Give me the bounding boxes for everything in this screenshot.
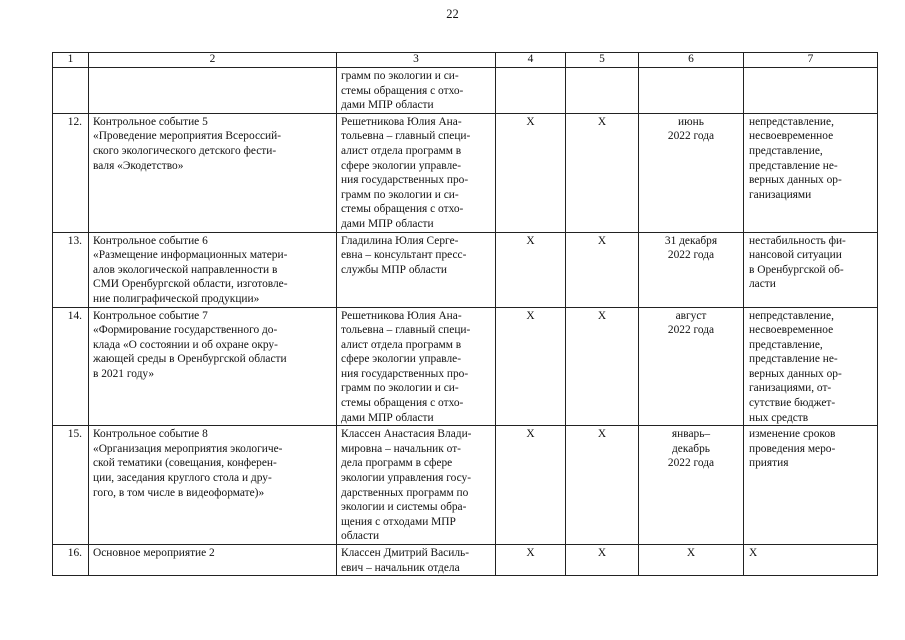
responsible-line: стемы обращения с отхо- — [341, 203, 464, 216]
column-5-cell: X — [566, 426, 639, 545]
responsible-line: стемы обращения с отхо- — [341, 84, 464, 97]
event-name-line: Контрольное событие 7 — [93, 309, 208, 322]
table-row — [53, 113, 878, 232]
event-name-line: алов экологической направленности в — [93, 263, 278, 276]
term-cell — [639, 68, 744, 114]
risk-line: ганизациями, от- — [749, 382, 832, 395]
responsible-line: Решетникова Юлия Ана- — [341, 115, 462, 128]
header-cell: 6 — [639, 53, 744, 68]
responsible-line: области — [341, 530, 380, 543]
risk-line: непредставление, — [749, 309, 834, 322]
event-name-cell — [89, 545, 337, 576]
event-name-line: ского экологического детского фести- — [93, 144, 277, 157]
event-name-line: жающей среды в Оренбургской области — [93, 353, 287, 366]
risk-line: X — [749, 547, 758, 559]
responsible-line: экологии управления госу- — [341, 472, 472, 485]
term-line: июнь — [678, 115, 704, 128]
table-row — [53, 68, 878, 114]
column-4-cell: X — [496, 545, 566, 576]
responsible-line: Классен Анастасия Влади- — [341, 428, 472, 441]
responsible-cell — [337, 307, 496, 426]
event-name-line: «Проведение мероприятия Всероссий- — [93, 130, 282, 143]
row-number-cell — [53, 68, 89, 114]
event-name-line: валя «Экодетство» — [93, 159, 184, 172]
event-name-line: СМИ Оренбургской области, изготовле- — [93, 278, 288, 291]
row-number-cell: 14. — [53, 307, 89, 426]
responsible-line: ния государственных про- — [341, 174, 469, 187]
header-cell: 1 — [53, 53, 89, 68]
event-name-cell — [89, 426, 337, 545]
risk-line: нансовой ситуации — [749, 249, 842, 262]
risk-line: несвоевременное — [749, 130, 834, 143]
event-name-line: гого, в том числе в видеоформате)» — [93, 486, 265, 499]
responsible-line: дела программ в сфере — [341, 457, 453, 470]
row-number-cell: 12. — [53, 113, 89, 232]
responsible-line: дарственных программ по — [341, 486, 469, 499]
event-name-line: ние полиграфической продукции» — [93, 292, 260, 305]
term-line: 31 декабря — [664, 234, 718, 247]
column-4-cell — [496, 68, 566, 114]
column-4-cell: X — [496, 307, 566, 426]
table-header-row — [53, 53, 878, 68]
header-cell: 5 — [566, 53, 639, 68]
responsible-line: евич – начальник отдела — [341, 561, 460, 574]
risk-cell — [744, 307, 878, 426]
table-row — [53, 232, 878, 307]
header-cell: 7 — [744, 53, 878, 68]
responsible-line: ния государственных про- — [341, 367, 469, 380]
responsible-line: щения с отходами МПР — [341, 515, 456, 528]
responsible-line: Классен Дмитрий Василь- — [341, 547, 469, 559]
responsible-cell — [337, 68, 496, 114]
risk-line: в Оренбургской об- — [749, 263, 844, 276]
term-cell — [639, 113, 744, 232]
term-line: 2022 года — [667, 249, 715, 262]
risk-line: ганизациями — [749, 188, 812, 201]
risk-cell — [744, 232, 878, 307]
responsible-line: сфере экологии управле- — [341, 353, 462, 366]
responsible-line: алист отдела программ в — [341, 338, 462, 351]
row-number-cell: 13. — [53, 232, 89, 307]
risk-line: представление, — [749, 338, 823, 351]
event-name-line: «Организация мероприятия экологиче- — [93, 442, 283, 455]
document-table — [52, 52, 878, 576]
column-4-cell: X — [496, 113, 566, 232]
responsible-line: экологии и системы обра- — [341, 501, 467, 514]
table-row — [53, 307, 878, 426]
term-line: 2022 года — [667, 457, 715, 470]
event-name-cell — [89, 113, 337, 232]
responsible-cell — [337, 426, 496, 545]
responsible-line: стемы обращения с отхо- — [341, 397, 464, 410]
risk-line: изменение сроков — [749, 428, 836, 441]
event-name-line: Контрольное событие 5 — [93, 115, 208, 128]
responsible-line: грамм по экологии и си- — [341, 70, 459, 82]
term-line: январь– — [671, 428, 711, 441]
event-name-cell — [89, 68, 337, 114]
term-cell — [639, 545, 744, 576]
table-row — [53, 426, 878, 545]
responsible-line: грамм по экологии и си- — [341, 188, 459, 201]
event-name-line: в 2021 году» — [93, 367, 155, 380]
event-name-cell — [89, 232, 337, 307]
responsible-line: Решетникова Юлия Ана- — [341, 309, 462, 322]
responsible-line: тольевна – главный специ- — [341, 130, 471, 143]
responsible-line: сфере экологии управле- — [341, 159, 462, 172]
event-name-line: Контрольное событие 6 — [93, 234, 208, 247]
event-name-line: ской тематики (совещания, конферен- — [93, 457, 277, 470]
responsible-line: евна – консультант пресс- — [341, 249, 467, 262]
risk-cell — [744, 426, 878, 545]
responsible-cell — [337, 545, 496, 576]
term-cell — [639, 307, 744, 426]
responsible-line: тольевна – главный специ- — [341, 324, 471, 337]
term-line: 2022 года — [667, 324, 715, 337]
risk-line: представление не- — [749, 353, 838, 366]
term-cell — [639, 232, 744, 307]
term-cell — [639, 426, 744, 545]
row-number-cell: 15. — [53, 426, 89, 545]
risk-cell — [744, 68, 878, 114]
risk-line: приятия — [749, 457, 789, 470]
event-name-line: ции, заседания круглого стола и дру- — [93, 472, 272, 485]
responsible-line: службы МПР области — [341, 263, 447, 276]
column-5-cell — [566, 68, 639, 114]
risk-line: ласти — [749, 278, 776, 291]
risk-cell — [744, 113, 878, 232]
responsible-line: грамм по экологии и си- — [341, 382, 459, 395]
risk-line: представление не- — [749, 159, 838, 172]
risk-cell — [744, 545, 878, 576]
risk-line: несвоевременное — [749, 324, 834, 337]
row-number-cell: 16. — [53, 545, 89, 576]
risk-line: непредставление, — [749, 115, 834, 128]
risk-line: верных данных ор- — [749, 367, 842, 380]
term-line: X — [686, 547, 696, 559]
risk-line: представление, — [749, 144, 823, 157]
column-5-cell: X — [566, 545, 639, 576]
event-name-line: Основное мероприятие 2 — [93, 547, 215, 559]
responsible-line: мировна – начальник от- — [341, 442, 461, 455]
column-4-cell: X — [496, 232, 566, 307]
event-name-line: клада «О состоянии и об охране окру- — [93, 338, 278, 351]
column-5-cell: X — [566, 232, 639, 307]
event-name-line: «Формирование государственного до- — [93, 324, 278, 337]
term-line: 2022 года — [667, 130, 715, 143]
column-5-cell: X — [566, 113, 639, 232]
responsible-cell — [337, 232, 496, 307]
responsible-cell — [337, 113, 496, 232]
risk-line: верных данных ор- — [749, 174, 842, 187]
term-line: декабрь — [672, 442, 710, 455]
table-row — [53, 545, 878, 576]
risk-line: сутствие бюджет- — [749, 397, 836, 410]
column-5-cell: X — [566, 307, 639, 426]
risk-line: нестабильность фи- — [749, 234, 846, 247]
responsible-line: алист отдела программ в — [341, 144, 462, 157]
responsible-line: дами МПР области — [341, 217, 434, 230]
responsible-line: Гладилина Юлия Серге- — [341, 234, 459, 247]
column-4-cell: X — [496, 426, 566, 545]
term-line: август — [675, 309, 707, 322]
header-cell: 3 — [337, 53, 496, 68]
event-name-line: «Размещение информационных матери- — [93, 249, 288, 262]
event-name-line: Контрольное событие 8 — [93, 428, 208, 441]
header-cell: 4 — [496, 53, 566, 68]
risk-line: проведения меро- — [749, 442, 836, 455]
risk-line: ных средств — [749, 411, 809, 424]
page-number: 22 — [446, 7, 459, 21]
header-cell: 2 — [89, 53, 337, 68]
responsible-line: дами МПР области — [341, 411, 434, 424]
responsible-line: дами МПР области — [341, 99, 434, 112]
event-name-cell — [89, 307, 337, 426]
